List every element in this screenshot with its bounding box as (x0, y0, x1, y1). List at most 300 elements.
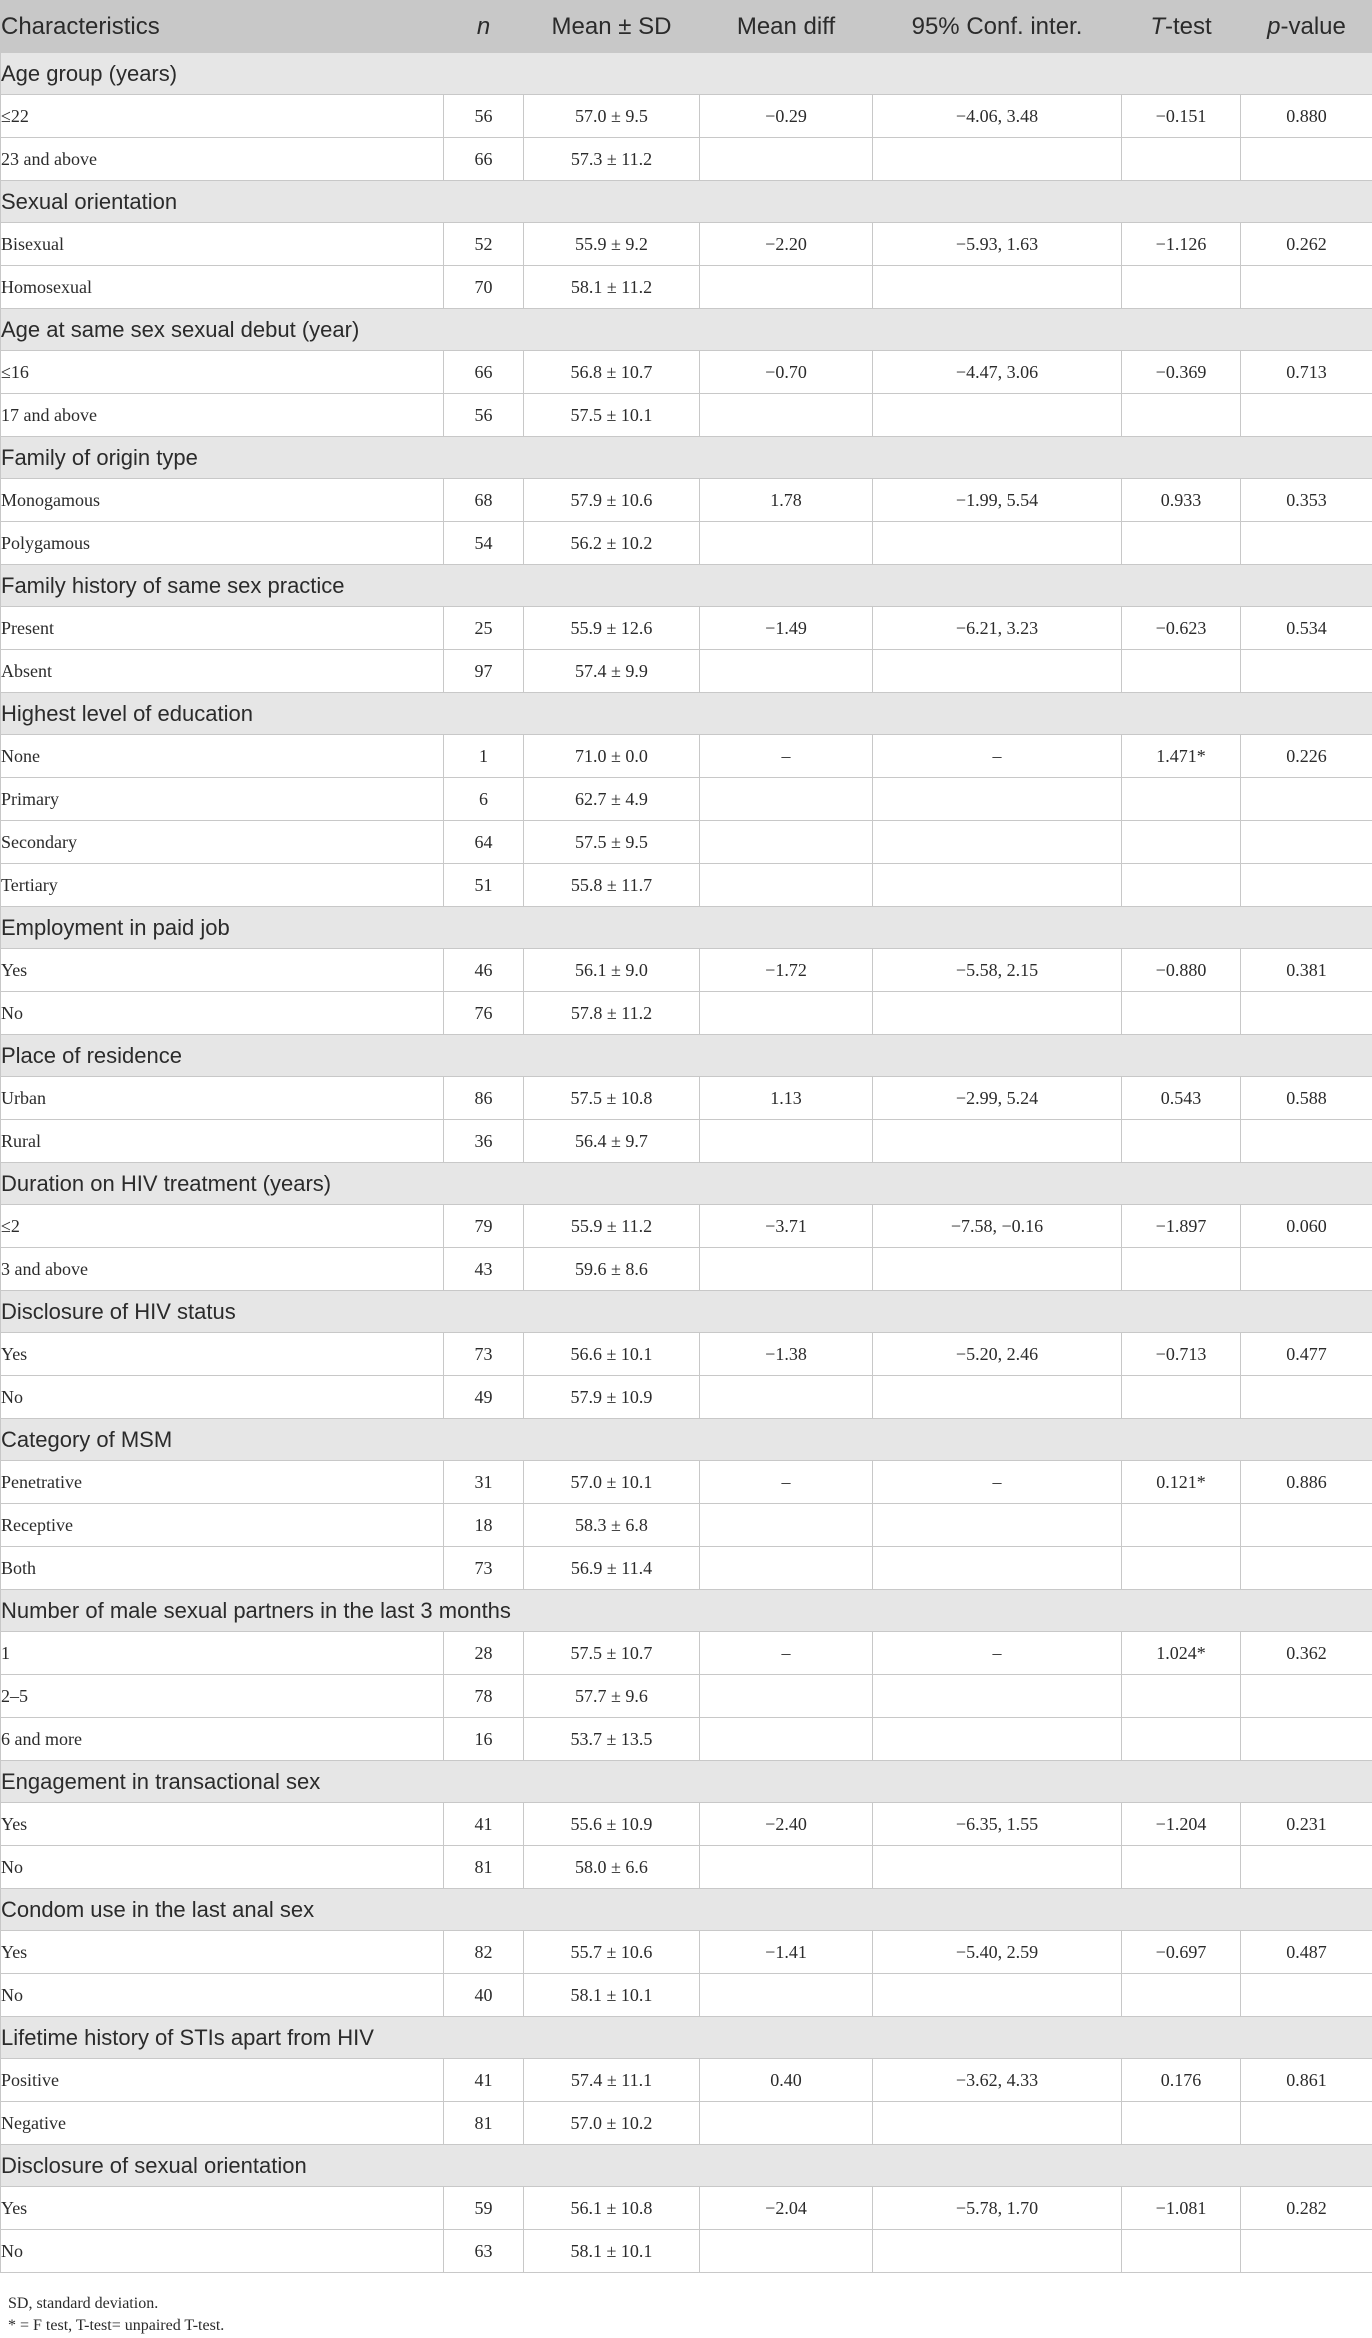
group-header-row (1, 1163, 1372, 1205)
cell-characteristic: Homosexual (1, 266, 444, 309)
group-title: Family history of same sex practice (1, 565, 1372, 607)
cell-n: 46 (444, 949, 524, 992)
cell-characteristic: Both (1, 1547, 444, 1590)
cell-p-value (1241, 778, 1372, 821)
cell-characteristic: None (1, 735, 444, 778)
table-header (1, 1, 1372, 53)
cell-n: 6 (444, 778, 524, 821)
cell-p-value (1241, 1547, 1372, 1590)
cell-characteristic: Penetrative (1, 1461, 444, 1504)
cell-mean-sd: 57.4 ± 11.1 (524, 2059, 700, 2102)
table-row (1, 2059, 1372, 2102)
cell-p-value: 0.231 (1241, 1803, 1372, 1846)
cell-ci (873, 138, 1122, 181)
cell-mean-sd: 55.7 ± 10.6 (524, 1931, 700, 1974)
group-header-row (1, 2145, 1372, 2187)
cell-characteristic: Primary (1, 778, 444, 821)
cell-ci: −3.62, 4.33 (873, 2059, 1122, 2102)
cell-characteristic: Yes (1, 949, 444, 992)
cell-ci (873, 1376, 1122, 1419)
cell-mean-sd: 57.5 ± 10.7 (524, 1632, 700, 1675)
cell-p-value: 0.713 (1241, 351, 1372, 394)
group-header-row (1, 1291, 1372, 1333)
group-title: Age at same sex sexual debut (year) (1, 309, 1372, 351)
cell-p-value: 0.060 (1241, 1205, 1372, 1248)
cell-t-test (1122, 1248, 1241, 1291)
cell-mean-sd: 57.5 ± 10.8 (524, 1077, 700, 1120)
group-title: Number of male sexual partners in the last 3 months (1, 1590, 1372, 1632)
table-row (1, 1931, 1372, 1974)
cell-mean-diff (700, 992, 873, 1035)
cell-p-value (1241, 1846, 1372, 1889)
cell-mean-diff (700, 821, 873, 864)
cell-ci: −4.47, 3.06 (873, 351, 1122, 394)
cell-n: 68 (444, 479, 524, 522)
cell-characteristic: Positive (1, 2059, 444, 2102)
cell-mean-diff (700, 2230, 873, 2273)
cell-ci (873, 778, 1122, 821)
cell-mean-diff (700, 1718, 873, 1761)
cell-n: 36 (444, 1120, 524, 1163)
cell-mean-sd: 56.1 ± 9.0 (524, 949, 700, 992)
cell-n: 70 (444, 266, 524, 309)
group-header-row (1, 1419, 1372, 1461)
cell-t-test (1122, 778, 1241, 821)
table-row (1, 1632, 1372, 1675)
cell-ci (873, 2230, 1122, 2273)
cell-t-test: −1.204 (1122, 1803, 1241, 1846)
cell-p-value (1241, 1248, 1372, 1291)
cell-n: 73 (444, 1333, 524, 1376)
cell-t-test (1122, 522, 1241, 565)
cell-p-value: 0.282 (1241, 2187, 1372, 2230)
cell-ci: −6.35, 1.55 (873, 1803, 1122, 1846)
cell-t-test (1122, 1675, 1241, 1718)
cell-p-value: 0.362 (1241, 1632, 1372, 1675)
cell-mean-sd: 58.3 ± 6.8 (524, 1504, 700, 1547)
cell-p-value (1241, 1974, 1372, 2017)
group-header-row (1, 565, 1372, 607)
cell-p-value: 0.588 (1241, 1077, 1372, 1120)
cell-p-value (1241, 2230, 1372, 2273)
cell-characteristic: 2–5 (1, 1675, 444, 1718)
cell-t-test (1122, 138, 1241, 181)
cell-ci: −5.20, 2.46 (873, 1333, 1122, 1376)
cell-p-value: 0.487 (1241, 1931, 1372, 1974)
cell-t-test: −0.713 (1122, 1333, 1241, 1376)
cell-mean-sd: 55.8 ± 11.7 (524, 864, 700, 907)
group-title: Family of origin type (1, 437, 1372, 479)
cell-mean-diff: −3.71 (700, 1205, 873, 1248)
cell-t-test (1122, 1376, 1241, 1419)
cell-n: 28 (444, 1632, 524, 1675)
cell-p-value (1241, 1376, 1372, 1419)
group-header-row (1, 907, 1372, 949)
cell-mean-diff: 1.78 (700, 479, 873, 522)
cell-ci: – (873, 1461, 1122, 1504)
cell-ci (873, 1675, 1122, 1718)
header-p-value (1241, 1, 1372, 53)
table-row (1, 1205, 1372, 1248)
cell-n: 56 (444, 95, 524, 138)
cell-n: 16 (444, 1718, 524, 1761)
cell-t-test (1122, 2102, 1241, 2145)
cell-n: 49 (444, 1376, 524, 1419)
table-row (1, 1333, 1372, 1376)
footnotes (8, 2293, 224, 2337)
cell-ci: – (873, 1632, 1122, 1675)
group-title: Duration on HIV treatment (years) (1, 1163, 1372, 1205)
cell-mean-diff (700, 522, 873, 565)
cell-mean-diff (700, 1248, 873, 1291)
cell-characteristic: No (1, 992, 444, 1035)
cell-p-value: 0.880 (1241, 95, 1372, 138)
cell-characteristic: No (1, 1846, 444, 1889)
cell-characteristic: Negative (1, 2102, 444, 2145)
header-mean-sd: Mean ± SD (524, 1, 700, 53)
cell-t-test (1122, 1718, 1241, 1761)
cell-characteristic: 23 and above (1, 138, 444, 181)
cell-t-test: −0.697 (1122, 1931, 1241, 1974)
cell-mean-sd: 58.0 ± 6.6 (524, 1846, 700, 1889)
header-t-test (1122, 1, 1241, 53)
cell-characteristic: ≤22 (1, 95, 444, 138)
group-title: Disclosure of HIV status (1, 1291, 1372, 1333)
cell-mean-diff (700, 778, 873, 821)
cell-t-test (1122, 1547, 1241, 1590)
group-title: Engagement in transactional sex (1, 1761, 1372, 1803)
cell-n: 81 (444, 1846, 524, 1889)
cell-mean-sd: 57.4 ± 9.9 (524, 650, 700, 693)
cell-mean-diff (700, 138, 873, 181)
cell-characteristic: Yes (1, 1803, 444, 1846)
cell-p-value (1241, 864, 1372, 907)
cell-mean-diff (700, 1547, 873, 1590)
cell-characteristic: Polygamous (1, 522, 444, 565)
cell-characteristic: ≤2 (1, 1205, 444, 1248)
table-row (1, 351, 1372, 394)
header-ci: 95% Conf. inter. (873, 1, 1122, 53)
cell-mean-sd: 56.6 ± 10.1 (524, 1333, 700, 1376)
cell-mean-diff: −2.04 (700, 2187, 873, 2230)
table-row (1, 138, 1372, 181)
cell-mean-diff (700, 650, 873, 693)
cell-characteristic: No (1, 1974, 444, 2017)
cell-characteristic: Yes (1, 2187, 444, 2230)
table-row (1, 650, 1372, 693)
cell-n: 43 (444, 1248, 524, 1291)
table-row (1, 778, 1372, 821)
table-row (1, 479, 1372, 522)
cell-characteristic: ≤16 (1, 351, 444, 394)
cell-n: 40 (444, 1974, 524, 2017)
cell-ci (873, 821, 1122, 864)
cell-t-test (1122, 2230, 1241, 2273)
cell-characteristic: Bisexual (1, 223, 444, 266)
table-row (1, 1504, 1372, 1547)
group-header-row (1, 53, 1372, 95)
table-row (1, 1803, 1372, 1846)
cell-ci (873, 1504, 1122, 1547)
table-row (1, 522, 1372, 565)
footnote-sd: SD, standard deviation. (8, 2295, 159, 2312)
cell-n: 76 (444, 992, 524, 1035)
cell-mean-sd: 53.7 ± 13.5 (524, 1718, 700, 1761)
cell-characteristic: 1 (1, 1632, 444, 1675)
group-header-row (1, 309, 1372, 351)
cell-mean-diff: – (700, 735, 873, 778)
group-header-row (1, 1889, 1372, 1931)
cell-t-test: 0.121* (1122, 1461, 1241, 1504)
cell-ci: −6.21, 3.23 (873, 607, 1122, 650)
cell-mean-diff: – (700, 1461, 873, 1504)
cell-n: 31 (444, 1461, 524, 1504)
cell-mean-sd: 55.9 ± 12.6 (524, 607, 700, 650)
cell-mean-sd: 55.6 ± 10.9 (524, 1803, 700, 1846)
cell-ci (873, 1846, 1122, 1889)
table-row (1, 1248, 1372, 1291)
cell-ci: −7.58, −0.16 (873, 1205, 1122, 1248)
cell-mean-sd: 56.4 ± 9.7 (524, 1120, 700, 1163)
group-header-row (1, 1035, 1372, 1077)
cell-p-value (1241, 138, 1372, 181)
cell-characteristic: 17 and above (1, 394, 444, 437)
cell-mean-sd: 62.7 ± 4.9 (524, 778, 700, 821)
cell-characteristic: Secondary (1, 821, 444, 864)
cell-mean-diff (700, 266, 873, 309)
cell-n: 41 (444, 2059, 524, 2102)
cell-mean-sd: 57.0 ± 10.1 (524, 1461, 700, 1504)
cell-t-test (1122, 266, 1241, 309)
cell-t-test (1122, 394, 1241, 437)
cell-mean-sd: 57.0 ± 9.5 (524, 95, 700, 138)
cell-characteristic: Rural (1, 1120, 444, 1163)
cell-p-value: 0.477 (1241, 1333, 1372, 1376)
table-row (1, 949, 1372, 992)
cell-n: 78 (444, 1675, 524, 1718)
cell-t-test: −0.880 (1122, 949, 1241, 992)
cell-n: 18 (444, 1504, 524, 1547)
cell-mean-sd: 56.2 ± 10.2 (524, 522, 700, 565)
cell-mean-sd: 57.7 ± 9.6 (524, 1675, 700, 1718)
cell-n: 66 (444, 138, 524, 181)
table-row (1, 821, 1372, 864)
cell-mean-sd: 58.1 ± 10.1 (524, 2230, 700, 2273)
cell-p-value: 0.886 (1241, 1461, 1372, 1504)
cell-ci (873, 864, 1122, 907)
table-row (1, 1120, 1372, 1163)
cell-ci (873, 1974, 1122, 2017)
cell-t-test: 0.543 (1122, 1077, 1241, 1120)
header-p-letter: p (1267, 12, 1281, 40)
cell-p-value (1241, 650, 1372, 693)
cell-characteristic: 6 and more (1, 1718, 444, 1761)
cell-n: 52 (444, 223, 524, 266)
cell-n: 63 (444, 2230, 524, 2273)
cell-n: 82 (444, 1931, 524, 1974)
cell-t-test: −0.151 (1122, 95, 1241, 138)
cell-t-test (1122, 650, 1241, 693)
cell-n: 1 (444, 735, 524, 778)
cell-mean-sd: 58.1 ± 10.1 (524, 1974, 700, 2017)
table-row (1, 1974, 1372, 2017)
cell-p-value: 0.534 (1241, 607, 1372, 650)
cell-characteristic: Yes (1, 1333, 444, 1376)
group-title: Highest level of education (1, 693, 1372, 735)
cell-n: 66 (444, 351, 524, 394)
cell-p-value: 0.381 (1241, 949, 1372, 992)
cell-p-value: 0.226 (1241, 735, 1372, 778)
cell-mean-diff (700, 1846, 873, 1889)
cell-characteristic: Tertiary (1, 864, 444, 907)
cell-characteristic: Absent (1, 650, 444, 693)
cell-ci (873, 650, 1122, 693)
cell-mean-sd: 57.0 ± 10.2 (524, 2102, 700, 2145)
cell-p-value (1241, 821, 1372, 864)
footnote-tests: * = F test, T-test= unpaired T-test. (8, 2317, 225, 2334)
cell-n: 25 (444, 607, 524, 650)
cell-mean-sd: 57.9 ± 10.9 (524, 1376, 700, 1419)
cell-ci (873, 1120, 1122, 1163)
cell-ci (873, 522, 1122, 565)
cell-t-test: −0.623 (1122, 607, 1241, 650)
group-title: Disclosure of sexual orientation (1, 2145, 1372, 2187)
group-header-row (1, 437, 1372, 479)
cell-ci: −4.06, 3.48 (873, 95, 1122, 138)
cell-p-value: 0.262 (1241, 223, 1372, 266)
cell-mean-sd: 57.8 ± 11.2 (524, 992, 700, 1035)
cell-mean-diff: 0.40 (700, 2059, 873, 2102)
cell-p-value (1241, 522, 1372, 565)
group-header-row (1, 1761, 1372, 1803)
cell-characteristic: Receptive (1, 1504, 444, 1547)
cell-ci (873, 992, 1122, 1035)
header-n (444, 1, 524, 53)
cell-ci (873, 394, 1122, 437)
header-mean-diff: Mean diff (700, 1, 873, 53)
group-header-row (1, 1590, 1372, 1632)
cell-p-value (1241, 2102, 1372, 2145)
group-title: Employment in paid job (1, 907, 1372, 949)
cell-mean-sd: 56.1 ± 10.8 (524, 2187, 700, 2230)
cell-n: 56 (444, 394, 524, 437)
cell-p-value (1241, 1504, 1372, 1547)
header-t-rest: -test (1164, 12, 1212, 40)
cell-mean-diff: −2.20 (700, 223, 873, 266)
group-title: Condom use in the last anal sex (1, 1889, 1372, 1931)
cell-n: 51 (444, 864, 524, 907)
cell-n: 64 (444, 821, 524, 864)
cell-mean-sd: 55.9 ± 9.2 (524, 223, 700, 266)
cell-n: 86 (444, 1077, 524, 1120)
table-row (1, 2230, 1372, 2273)
cell-mean-diff (700, 394, 873, 437)
cell-n: 59 (444, 2187, 524, 2230)
cell-p-value (1241, 266, 1372, 309)
cell-mean-sd: 57.5 ± 9.5 (524, 821, 700, 864)
cell-mean-diff: −1.49 (700, 607, 873, 650)
cell-characteristic: Present (1, 607, 444, 650)
group-title: Lifetime history of STIs apart from HIV (1, 2017, 1372, 2059)
cell-t-test (1122, 1504, 1241, 1547)
cell-characteristic: Monogamous (1, 479, 444, 522)
table-body (1, 53, 1372, 2273)
cell-p-value (1241, 992, 1372, 1035)
cell-t-test (1122, 1120, 1241, 1163)
cell-t-test: 1.024* (1122, 1632, 1241, 1675)
cell-p-value (1241, 1718, 1372, 1761)
cell-mean-diff (700, 2102, 873, 2145)
table-row (1, 266, 1372, 309)
cell-mean-sd: 57.9 ± 10.6 (524, 479, 700, 522)
cell-ci: −5.40, 2.59 (873, 1931, 1122, 1974)
cell-characteristic: 3 and above (1, 1248, 444, 1291)
cell-mean-sd: 59.6 ± 8.6 (524, 1248, 700, 1291)
table-row (1, 2187, 1372, 2230)
cell-p-value (1241, 1120, 1372, 1163)
cell-ci (873, 2102, 1122, 2145)
cell-t-test: 0.176 (1122, 2059, 1241, 2102)
group-title: Sexual orientation (1, 181, 1372, 223)
cell-p-value: 0.861 (1241, 2059, 1372, 2102)
header-t-letter: T (1150, 12, 1165, 40)
table-row (1, 95, 1372, 138)
cell-mean-diff: −2.40 (700, 1803, 873, 1846)
cell-mean-diff: −1.72 (700, 949, 873, 992)
cell-mean-diff: −1.38 (700, 1333, 873, 1376)
cell-ci (873, 266, 1122, 309)
table-row (1, 1718, 1372, 1761)
cell-p-value (1241, 1675, 1372, 1718)
cell-characteristic: Urban (1, 1077, 444, 1120)
table-row (1, 1675, 1372, 1718)
cell-mean-diff (700, 864, 873, 907)
cell-n: 79 (444, 1205, 524, 1248)
cell-ci: −5.58, 2.15 (873, 949, 1122, 992)
cell-characteristic: Yes (1, 1931, 444, 1974)
cell-mean-sd: 58.1 ± 11.2 (524, 266, 700, 309)
cell-mean-diff (700, 1504, 873, 1547)
cell-mean-diff: −1.41 (700, 1931, 873, 1974)
cell-mean-diff (700, 1376, 873, 1419)
cell-mean-sd: 71.0 ± 0.0 (524, 735, 700, 778)
cell-mean-diff: −0.70 (700, 351, 873, 394)
cell-mean-sd: 55.9 ± 11.2 (524, 1205, 700, 1248)
cell-t-test (1122, 1974, 1241, 2017)
cell-characteristic: No (1, 2230, 444, 2273)
cell-mean-sd: 57.3 ± 11.2 (524, 138, 700, 181)
header-n-label: n (476, 12, 491, 40)
cell-n: 41 (444, 1803, 524, 1846)
table-row (1, 1461, 1372, 1504)
cell-ci: – (873, 735, 1122, 778)
cell-t-test (1122, 821, 1241, 864)
table-row (1, 607, 1372, 650)
cell-ci: −5.93, 1.63 (873, 223, 1122, 266)
cell-ci (873, 1248, 1122, 1291)
cell-p-value (1241, 394, 1372, 437)
cell-t-test: 1.471* (1122, 735, 1241, 778)
cell-characteristic: No (1, 1376, 444, 1419)
cell-t-test: −1.081 (1122, 2187, 1241, 2230)
cell-mean-sd: 56.8 ± 10.7 (524, 351, 700, 394)
group-title: Category of MSM (1, 1419, 1372, 1461)
cell-n: 73 (444, 1547, 524, 1590)
cell-ci (873, 1718, 1122, 1761)
group-title: Place of residence (1, 1035, 1372, 1077)
cell-mean-diff: 1.13 (700, 1077, 873, 1120)
cell-n: 81 (444, 2102, 524, 2145)
